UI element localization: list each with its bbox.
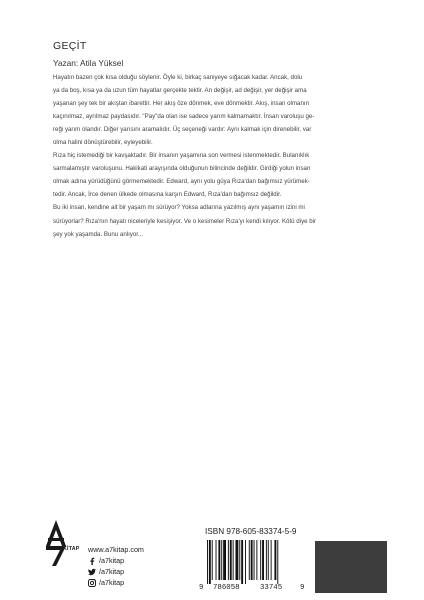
book-title: GEÇİT <box>53 40 87 52</box>
instagram-icon <box>88 579 96 587</box>
barcode-bars <box>207 540 307 584</box>
blurb-line: tedir. Ancak, İrce denen ülkede olmasına karşın Edward, Rıza'dan bağımsız değildir. <box>53 191 282 199</box>
back-cover-blurb <box>53 71 373 241</box>
instagram-link[interactable] <box>88 578 124 587</box>
blurb-line: Rıza hiç istemediği bir kavşaktadır. Bir insanın yaşamına son vermesi istenmektedir. Bulanıklık <box>53 152 310 160</box>
blurb-line: sarmalamıştır varoluşunu. Hakikati arayışında olduğunun bilincinde değildir. Girdiği yolun insan <box>53 165 311 173</box>
blurb-line: olmak adına yürüdüğünü görmemektedir. Edward, aynı yolu güya Rıza'dan bağımsız yürümek- <box>53 178 310 186</box>
author-line: Yazan: Atila Yüksel <box>53 58 124 68</box>
barcode-digits-right: 33745 <box>260 584 283 592</box>
barcode-digit-lead: 9 <box>199 584 204 592</box>
publisher-website[interactable]: www.a7kitap.com <box>88 545 144 554</box>
instagram-handle: /a7kitap <box>99 578 125 587</box>
twitter-handle: /a7kitap <box>99 567 125 576</box>
a7-logo-icon <box>42 520 70 566</box>
barcode-digits-left: 786058 <box>213 584 240 592</box>
facebook-handle: /a7kitap <box>99 556 125 565</box>
facebook-link[interactable] <box>88 556 124 565</box>
barcode-digit-tail: 9 <box>300 584 305 592</box>
twitter-link[interactable] <box>88 567 124 576</box>
blurb-line: Hayatın bazen çok kısa olduğu söylenir. Öyle ki, birkaç saniyeye sığacak kadar. Ancak, dolu <box>53 74 303 81</box>
publisher-logo-word: KİTAP <box>63 546 80 552</box>
facebook-icon <box>88 557 96 565</box>
twitter-icon <box>88 568 96 576</box>
blurb-line: yaşanan şey tek bir akıştan ibarettir. Her akış öze dönmek, eve dönmektir. Akış, insan olmanın <box>53 100 309 108</box>
blurb-line: olma halini dönüştürebilir, eyleyebilir. <box>53 139 153 147</box>
blurb-line: reği yarım olandır. Diğer yarısını aramalıdır. Üç seçeneği vardır: Aynı kalmak için direnebilir, var <box>53 126 312 134</box>
isbn-label: ISBN 978-605-83374-5-9 <box>205 527 297 536</box>
blurb-line: ya da boş, kısa ya da uzun tüm hayatlar gerçekte tektir. An değişir, ad değişir, yer değişir ama <box>53 87 307 95</box>
blurb-line: Bu iki insan, kendine ait bir yaşam mı sürüyor? Yoksa adlarına yazılmış aynı yaşamın izini mi <box>53 204 305 212</box>
price-block <box>315 541 387 593</box>
book-header <box>53 40 123 68</box>
blurb-line: sürüyorlar? Rıza'nın hayatı niceleriyle kesişiyor. Ve o kesimeler Rıza'yı kendi kılıyor. Kötü diye bir <box>53 217 317 225</box>
blurb-line: kaçınılmaz, ayrılmaz paydasıdır. "Pay"da olan ise sadece yarım kalmamaktır. İnsan varoluşu ge- <box>53 113 315 121</box>
blurb-line: şey yok yaşamda. Bunu anlıyor... <box>53 230 144 238</box>
